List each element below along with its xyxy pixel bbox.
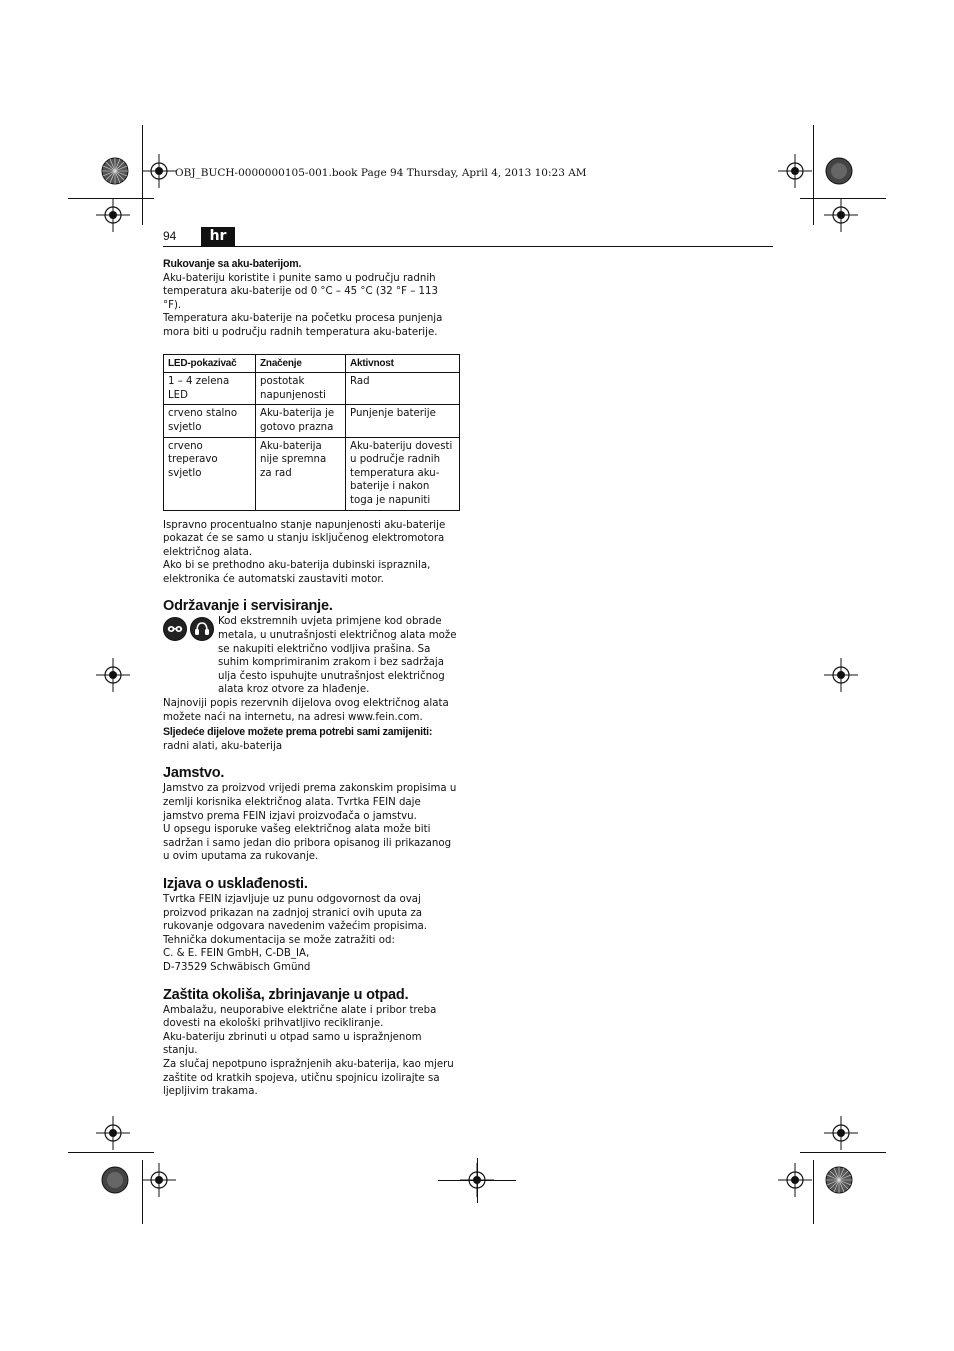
environment-para-1: Ambalažu, neuporabive električne alate i pribor treba dovesti na ekološki prihvatljivo recikliranje. bbox=[163, 1004, 437, 1030]
battery-para-1: Aku-bateriju koristite i punite samo u području radnih temperatura aku-baterije od 0 °C – 45 °C (32 °F – 113 °F). bbox=[163, 272, 438, 311]
goggles-icon bbox=[163, 617, 187, 641]
crop-line bbox=[800, 1152, 886, 1153]
language-badge: hr bbox=[201, 227, 235, 246]
color-target-icon bbox=[825, 157, 853, 185]
registration-mark-icon bbox=[778, 154, 812, 188]
registration-mark-icon bbox=[96, 1116, 130, 1150]
table-cell: crveno treperavo svjetlo bbox=[164, 437, 256, 510]
warranty-para-2: U opsegu isporuke vašeg električnog alata može biti sadržan i samo jedan dio pribora opisanog ili prikazanog u ovim uputama za rukovanje. bbox=[163, 824, 452, 863]
after-table-para-1: Ispravno procentualno stanje napunjenosti aku-baterije pokazat će se samo u stanju isključenog elektromotora električnog alata. bbox=[163, 519, 446, 558]
registration-mark-icon bbox=[142, 1163, 176, 1197]
star-target-icon bbox=[101, 157, 129, 185]
registration-mark-icon bbox=[778, 1163, 812, 1197]
maintenance-subtitle: Sljedeće dijelove možete prema potrebi sami zamijeniti: bbox=[163, 726, 433, 739]
battery-para-2: Temperatura aku-baterije na početku procesa punjenja mora biti u području radnih temperatura aku-baterije. bbox=[163, 313, 443, 338]
table-cell: Aku-baterija je gotovo prazna bbox=[256, 405, 346, 437]
table-header-cell: Aktivnost bbox=[346, 354, 460, 373]
header-rule bbox=[163, 246, 773, 247]
crop-line bbox=[813, 125, 814, 225]
table-cell: Punjenje baterije bbox=[346, 405, 460, 437]
maintenance-parts: radni alati, aku-baterija bbox=[163, 740, 283, 752]
table-cell: crveno stalno svjetlo bbox=[164, 405, 256, 437]
safety-icons bbox=[163, 617, 215, 641]
led-table bbox=[163, 354, 460, 511]
star-target-icon bbox=[825, 1166, 853, 1194]
battery-section-title: Rukovanje sa aku-baterijom. bbox=[163, 258, 302, 270]
table-row bbox=[164, 437, 460, 510]
table-row bbox=[164, 405, 460, 437]
registration-mark-icon bbox=[824, 198, 858, 232]
registration-mark-icon bbox=[142, 154, 176, 188]
table-header-row bbox=[164, 354, 460, 373]
maintenance-para-1: Kod ekstremnih uvjeta primjene kod obrade metala, u unutrašnjosti električnog alata može se nakupiti električno vodljiva prašina. Sa suhim komprimiranim zrakom i bez sadržaja ulja često ispuhujte unutrašnjost električnog alata kroz otvore za hlađenje. bbox=[218, 616, 457, 696]
environment-para-2: Aku-bateriju zbrinuti u otpad samo u ispražnjenom stanju. bbox=[163, 1031, 422, 1057]
table-row bbox=[164, 373, 460, 405]
table-cell: Rad bbox=[346, 373, 460, 405]
warranty-para-1: Jamstvo za proizvod vrijedi prema zakonskim propisima u zemlji korisnika električnog alata. Tvrtka FEIN daje jamstvo prema FEIN izjavi proizvođača o jamstvu. bbox=[163, 783, 457, 822]
maintenance-block bbox=[163, 615, 459, 697]
registration-mark-icon bbox=[96, 658, 130, 692]
after-table-para-2: Ako bi se prethodno aku-baterija dubinski ispraznila, elektronika će automatski zaustaviti motor. bbox=[163, 560, 431, 585]
crop-line bbox=[68, 1152, 154, 1153]
crop-line bbox=[477, 1158, 478, 1203]
table-cell: postotak napunjenosti bbox=[256, 373, 346, 405]
environment-para-3: Za slučaj nepotpuno ispražnjenih aku-baterija, kao mjeru zaštite od kratkih spojeva, utičnu spojnicu izolirajte sa ljepljivim trakama. bbox=[163, 1058, 454, 1098]
table-cell: 1 – 4 zelena LED bbox=[164, 373, 256, 405]
table-header-cell: LED-pokazivač bbox=[164, 354, 256, 373]
conformity-para-1: Tvrtka FEIN izjavljuje uz punu odgovornost da ovaj proizvod prikazan na zadnjoj stranici ovih uputa za rukovanje odgovara navedenim važećim propisima. bbox=[163, 893, 427, 933]
table-cell: Aku-bateriju dovesti u područje radnih temperatura aku-baterije i nakon toga je napuniti bbox=[346, 437, 460, 510]
environment-title: Zaštita okoliša, zbrinjavanje u otpad. bbox=[163, 986, 409, 1003]
conformity-line-1: C. & E. FEIN GmbH, C-DB_IA, bbox=[163, 948, 310, 960]
warranty-title: Jamstvo. bbox=[163, 765, 225, 782]
conformity-title: Izjava o usklađenosti. bbox=[163, 875, 308, 892]
color-target-icon bbox=[101, 1166, 129, 1194]
page-number: 94 bbox=[163, 229, 177, 243]
maintenance-title: Održavanje i servisiranje. bbox=[163, 598, 333, 615]
ear-protection-icon bbox=[190, 617, 214, 641]
registration-mark-icon bbox=[96, 198, 130, 232]
conformity-para-2: Tehnička dokumentacija se može zatražiti od: bbox=[163, 934, 395, 946]
maintenance-para-2: Najnoviji popis rezervnih dijelova ovog električnog alata možete naći na internetu, na adresi www.fein.com. bbox=[163, 698, 449, 723]
registration-mark-icon bbox=[824, 1116, 858, 1150]
crop-line bbox=[813, 1160, 814, 1224]
registration-mark-icon bbox=[824, 658, 858, 692]
table-cell: Aku-baterija nije spremna za rad bbox=[256, 437, 346, 510]
table-header-cell: Značenje bbox=[256, 354, 346, 373]
content-column bbox=[163, 256, 459, 1099]
conformity-line-2: D-73529 Schwäbisch Gmünd bbox=[163, 961, 311, 973]
book-info-line: OBJ_BUCH-0000000105-001.book Page 94 Thursday, April 4, 2013 10:23 AM bbox=[175, 167, 587, 179]
